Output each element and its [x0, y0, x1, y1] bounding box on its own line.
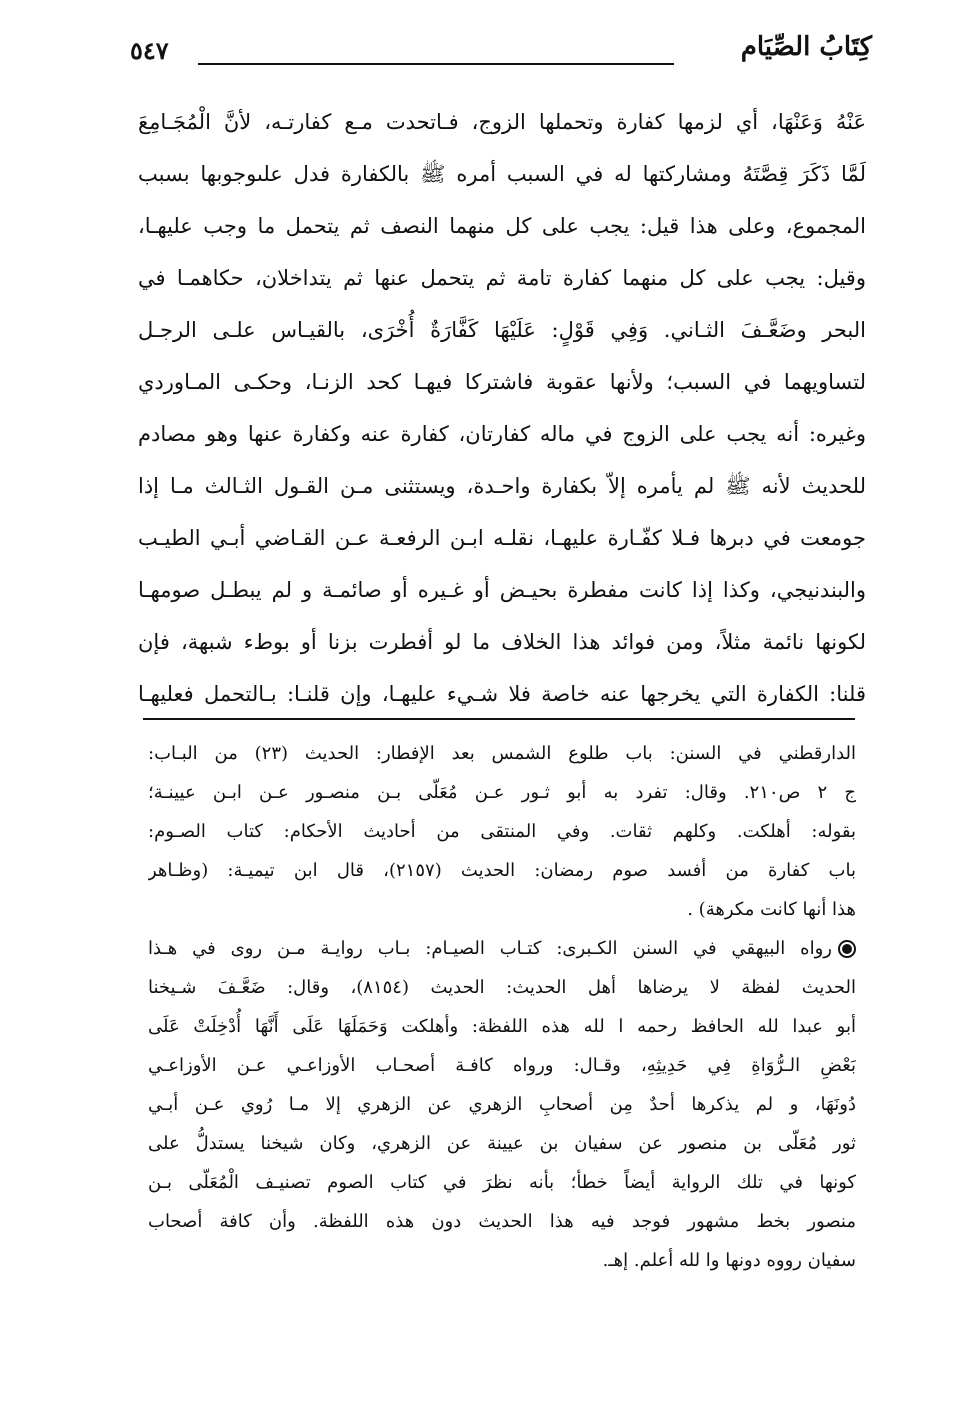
footnotes — [148, 734, 856, 1280]
main-line: المجموع، وعلى هذا قيل: يجب على كل منهما النصف ثم يتحمل ما وجب عليهـا، — [138, 214, 866, 238]
main-line: لتساويهما في السبب؛ ولأنها عقوبة فاشتركا فيهـا كحد الزنـا، وحكـى المـاوردي — [138, 370, 866, 394]
page-number: ٥٤٧ — [130, 36, 169, 65]
footnote-line: باب كفارة من أفسد صوم رمضان: الحديث (٢١٥٧)، قال ابن تيميـة: (وظـاهر — [148, 860, 856, 881]
footnote-line: أبو عبدا لله الحافظ رحمه ا لله هذه اللفظة: وأهلكت وَحَمَلَهَا عَلَى أَنَّهَا أُدْخِلَتْ عَلَى — [148, 1016, 856, 1037]
main-line: جومعت في دبرها فـلا كفّـارة عليهـا، نقلـه ابـن الرفعـة عـن القـاضي أبـي الطيـب — [138, 526, 866, 550]
main-line: قلنا: الكفارة التي يخرجها عنه خاصة فلا شـيء عليهـا، وإن قلنـا: بـالتحمل فعليهـا — [138, 682, 866, 706]
footnote-line: الحديث لفظة لا يرضاها أهل الحديث: الحديث (٨١٥٤)، وقال: ضَعَّـفَ شـيخنا — [148, 977, 856, 998]
main-line: وقيل: يجب على كل منهما كفارة تامة ثم يتحمل عنها ثم يتداخلان، حكاهمـا في — [138, 266, 866, 290]
footnote-marker-icon — [838, 940, 856, 958]
main-text — [138, 96, 866, 720]
footnote-line: دُونَهَا، و لم يذكرها أحدٌ مِن أصحابِ الزهري عن الزهري إلا مـا رُوي عـن أبـي — [148, 1094, 856, 1115]
main-line: لكونها نائمة مثلاً، ومن فوائد هذا الخلاف ما لو أفطرت بزنا أو بوطء شبهة، فإن — [138, 630, 866, 654]
footnote-line: سفيان رووه دونها وا لله أعلم. إهـ. — [602, 1250, 856, 1271]
running-head: كِتَابُ الصِّيَام — [740, 32, 872, 62]
footnote-line: الدارقطني في السنن: باب طلوع الشمس بعد الإفطار: الحديث (٢٣) من البـاب: — [148, 743, 856, 764]
footnote-2 — [148, 929, 856, 1280]
main-line: عَنْهُ وَعَنْهَا، أي لزمها كفارة وتحملها الزوج، فـاتحدت مـع كفارتـه، لأنَّ الْمُجَـامِعَ — [138, 110, 866, 134]
main-line: وغيره: أنه يجب على الزوج في ماله كفارتان، كفارة عنه وكفارة عنها وهو مصادم — [138, 422, 866, 446]
footnote-line: ج ٢ ص٢١٠. وقال: تفرد به أبو ثـور عـن مُعَلّى بـن منصـور عـن ابـن عيينـة؛ — [148, 782, 856, 803]
main-line: لَمَّا ذَكَرَ قِصَّتَهُ ومشاركتها له في السبب أمره ﷺ بالكفارة فدل علىوجوبها بسبب — [138, 162, 866, 186]
footnote-line: هذا أنها كانت مكرهة) . — [687, 899, 856, 920]
footnote-line-first — [148, 929, 856, 968]
footnote-separator — [143, 718, 855, 720]
main-line: البحر وضَعَّـفَ الثـاني. وَفِي قَوْلٍ: عَلَيْهَا كَفَّارَةٌ أُخْرَى، بالقيـاس علـى الرجـل — [138, 318, 866, 342]
footnote-line: بَعْضِ الـرُّوَاةِ فِي حَدِيثِهِ، وقـال: ورواه كافـة أصحـاب الأوزاعـي عـن الأوزاعـي — [148, 1055, 856, 1076]
main-line: والبندنيجي، وكذا إذا كانت مفطرة بحيـض أو غـيره أو صائمـة و لم يبطـل صومهـا — [138, 578, 866, 602]
footnote-line: ثور مُعَلّى بن منصور عن سفيان بن عيينة عن الزهري، وكان شيخنا يستدلُّ على — [148, 1133, 856, 1154]
footnote-line: منصور بخط مشهور فوجد فيه هذا الحديث دون هذه اللفظة. وأن كافة أصحاب — [148, 1211, 856, 1232]
footnote-1 — [148, 734, 856, 929]
main-line: للحديث لأنه ﷺ لم يأمره إلاّ بكفارة واحـدة، ويستثنى مـن القـول الثـالث مـا إذا — [138, 474, 866, 498]
header-rule — [198, 63, 674, 65]
footnote-line: كونها في تلك الرواية أيضاً خطأ؛ بأنه نظرَ في كتاب الصوم تصنيـف الْمُعَلّى بـن — [148, 1172, 856, 1193]
footnote-line: رواه البيهقي في السنن الكـبرى: كتـاب الصيـام: بـاب روايـة مـن روى في هـذا — [148, 938, 832, 959]
footnote-line: بقوله: أهلكت. وكلهم ثقات. وفي المنتقى من أحاديث الأحكام: كتاب الصـوم: — [148, 821, 856, 842]
page-header — [130, 30, 872, 70]
